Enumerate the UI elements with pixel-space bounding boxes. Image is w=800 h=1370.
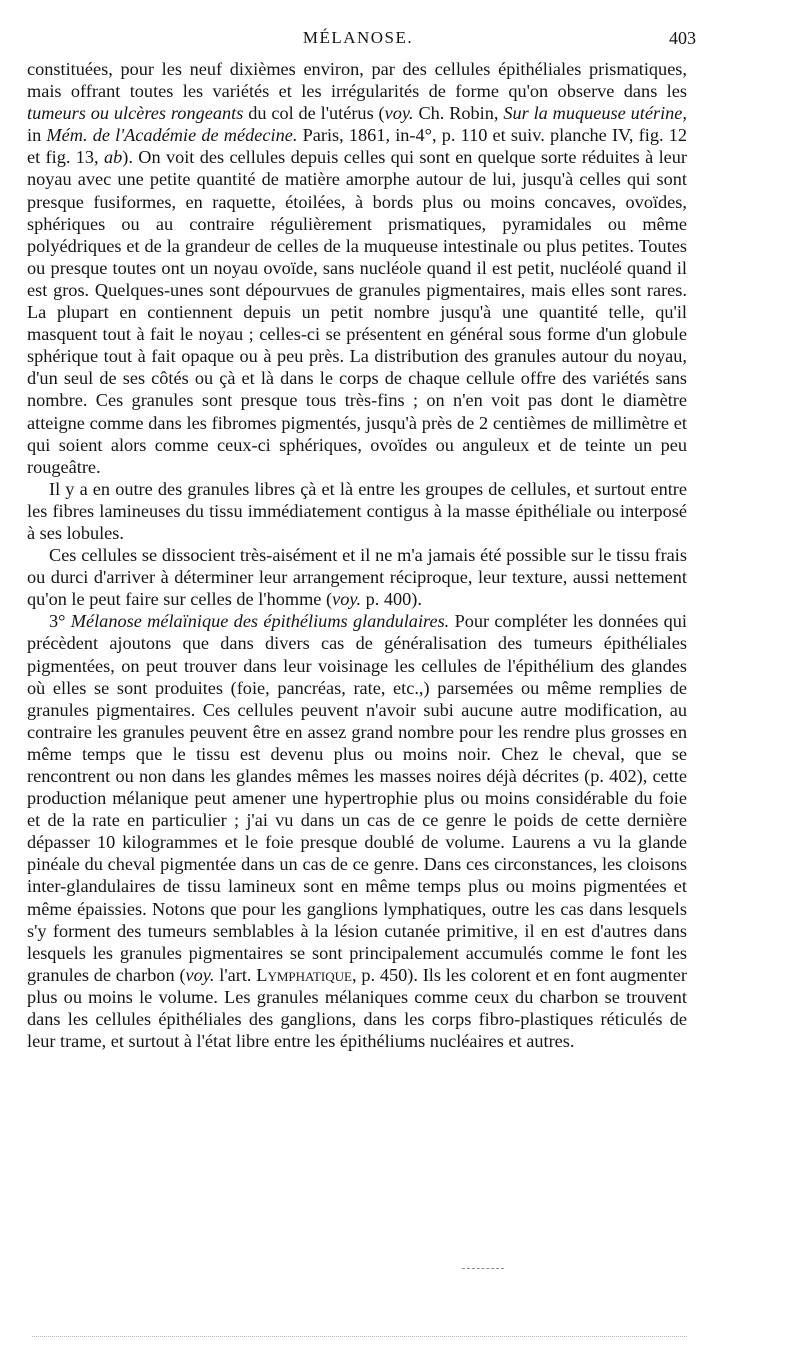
- smallcaps-text: Lymphatique: [256, 964, 352, 985]
- text-run: du col de l'utérus (: [243, 103, 385, 124]
- text-run: ). On voit des cellules depuis celles qui sont en quelque sorte réduites à leur noyau avec une petite quantité de matière amorphe autour de lui, jusqu'à celles qui sont presque fusiformes, en raquette, étoilées, à bords plus ou moins concaves, ovoïdes, sphériques ou au contraire régulièrement prismatiques, pyramidales ou même polyédriques et de la grandeur de celles de la muqueuse intestinale ou plus petites. Toutes ou presque toutes ont un noyau ovoïde, sans nucléole quand il est petit, nucléolé quand il est gros. Quelques-unes sont dépourvues de granules pigmentaires, mais elles sont rares. La plupart en contiennent depuis un petit nombre jusqu'à une quantité telle, qu'il masquent tout à fait le noyau ; celles-ci se présentent en général sous forme d'un globule sphérique tout à fait opaque ou à peu près. La distribution des granules autour du noyau, d'un seul de ses côtés ou çà et là dans le corps de chaque cellule offre des variétés sans nombre. Ces granules sont presque tous très-fins ; on n'en voit pas dont le diamètre atteigne comme dans les fibromes pigmentés, jusqu'à près de 2 centièmes de millimètre et qui soient alors comme ceux-ci sphériques, ovoïdes ou anguleux et de teinte un peu rougeâtre.: [27, 147, 687, 477]
- text-run: l'art.: [214, 964, 257, 985]
- text-run: , p. 450). Ils les colorent et en font augmenter plus ou moins le volume. Les granules mélaniques comme ceux du charbon se trouvent dans les cellules épithéliales des ganglions, dans les corps fibro-plastiques réticulés de leur trame, et surtout à l'état libre entre les épithéliums nucléaires et autres.: [27, 964, 687, 1052]
- text-run: in: [27, 125, 47, 146]
- running-title: MÉLANOSE.: [302, 28, 414, 47]
- italic-text: ab: [103, 147, 123, 168]
- text-run: Paris, 1861, in-4°, p. 110 et suiv. planche IV, fig. 12 et fig. 13,: [27, 125, 687, 168]
- italic-text: Sur la muqueuse utérine,: [503, 103, 687, 124]
- text-run: Pour compléter les données qui précèdent ajoutons que dans divers cas de généralisation des tumeurs épithéliales pigmentées, on peut trouver dans leur voisinage les cellules de l'épithélium des glandes où elles se sont produites (foie, pancréas, rate, etc.,) parsemées ou même remplies de granules pigmentaires. Ces cellules peuvent n'avoir subi aucune autre modification, au contraire les granules peuvent être en assez grand nombre pour les rendre plus grosses en même temps que le tissu est devenu plus ou moins noir. Chez le cheval, que se rencontrent ou non dans les glandes mêmes les masses noires déjà décrites (p. 402), cette production mélanique peut amener une hypertrophie plus ou moins considérable du foie et de la rate en particulier ; j'ai vu dans un cas de ce genre le poids de cette dernière dépasser 10 kilogrammes et le foie presque doublé de volume. Laurens a vu la glande pinéale du cheval pigmentée dans un cas de ce genre. Dans ces circonstances, les cloisons inter-glandulaires de tissu lamineux sont en même temps plus ou moins pigmentées et même épaissies. Notons que pour les ganglions lymphatiques, outre les cas dans lesquels s'y forment des tumeurs semblables à la lésion cutanée primitive, il en est d'autres dans lesquels les granules pigmentaires se sont principalement accumulés comme le font les granules de charbon (: [27, 611, 687, 985]
- italic-text: voy.: [332, 589, 362, 610]
- italic-text: tumeurs ou ulcères rongeants: [27, 103, 244, 124]
- italic-text: Mém. de l'Académie de médecine.: [46, 125, 298, 146]
- paragraph: [27, 544, 687, 610]
- italic-text: voy.: [185, 964, 215, 985]
- running-head: [28, 28, 696, 54]
- text-run: 3°: [49, 611, 71, 632]
- text-run: Ch. Robin,: [413, 103, 504, 124]
- end-flourish: [462, 1268, 504, 1269]
- paragraph: [27, 478, 687, 544]
- body-text: [27, 58, 687, 1052]
- scan-edge-noise: [32, 1336, 687, 1337]
- italic-text: Mélanose mélaïnique des épithéliums glandulaires.: [70, 611, 450, 632]
- italic-text: voy.: [384, 103, 414, 124]
- text-run: Ces cellules se dissocient très-aisément et il ne m'a jamais été possible sur le tissu frais ou durci d'arriver à déterminer leur arrangement réciproque, leur texture, aussi nettement qu'on le peut faire sur celles de l'homme (: [27, 545, 687, 610]
- text-run: constituées, pour les neuf dixièmes environ, par des cellules épithéliales prismatiques, mais offrant toutes les variétés et les irrégularités de forme qu'on observe dans les: [27, 59, 687, 102]
- paragraph: [27, 610, 687, 1052]
- paragraph: [27, 58, 687, 478]
- text-run: p. 400).: [361, 589, 422, 610]
- page-number: 403: [669, 28, 696, 48]
- text-run: Il y a en outre des granules libres çà et là entre les groupes de cellules, et surtout entre les fibres lamineuses du tissu immédiatement contigus à la masse épithéliale ou interposé à ses lobules.: [27, 478, 687, 543]
